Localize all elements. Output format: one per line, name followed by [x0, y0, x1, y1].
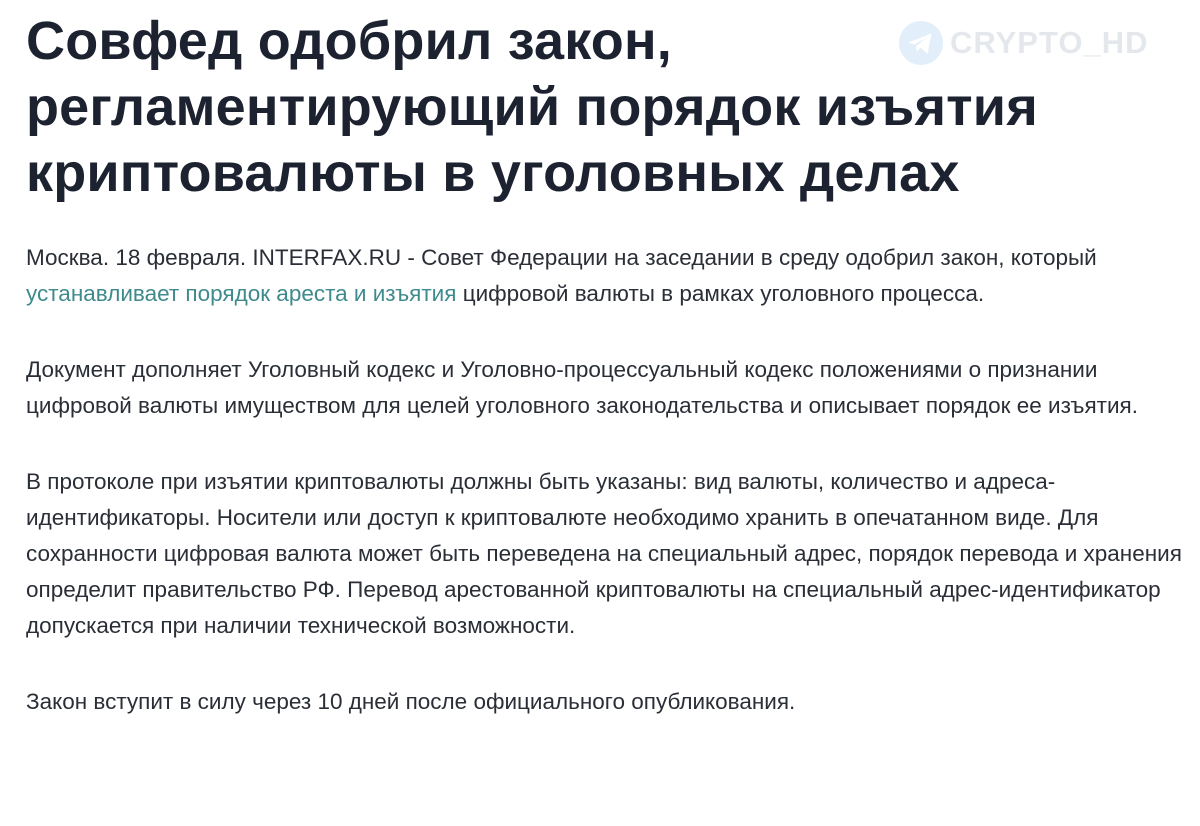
article-paragraph-1	[26, 240, 1186, 312]
article	[26, 0, 1186, 720]
paragraph-1-text-start: Москва. 18 февраля. INTERFAX.RU - Совет Федерации на заседании в среду одобрил закон, который	[26, 245, 1097, 270]
headline-line-1: Совфед одобрил закон,	[26, 11, 672, 71]
headline-line-3: криптовалюты в уголовных делах	[26, 143, 960, 203]
article-paragraph-3: В протоколе при изъятии криптовалюты должны быть указаны: вид валюты, количество и адреса-идентификаторы. Носители или доступ к криптовалюте необходимо хранить в опечатанном виде. Для сохранности цифровая валюта может быть переведена на специальный адрес, порядок перевода и хранения определит правительство РФ. Перевод арестованной криптовалюты на специальный адрес-идентификатор допускается при наличии технической возможности.	[26, 469, 1182, 638]
watermark-text: CRYPTO_HD	[950, 25, 1149, 60]
paragraph-1-text-end: цифровой валюты в рамках уголовного процесса.	[456, 281, 985, 306]
article-link[interactable]: устанавливает порядок ареста и изъятия	[26, 281, 457, 306]
article-headline	[26, 0, 1186, 206]
article-paragraph-4: Закон вступит в силу через 10 дней после официального опубликования.	[26, 689, 796, 714]
article-paragraph-2: Документ дополняет Уголовный кодекс и Уголовно-процессуальный кодекс положениями о признании цифровой валюты имуществом для целей уголовного законодательства и описывает порядок ее изъятия.	[26, 357, 1138, 418]
headline-line-2: регламентирующий порядок изъятия	[26, 77, 1038, 137]
